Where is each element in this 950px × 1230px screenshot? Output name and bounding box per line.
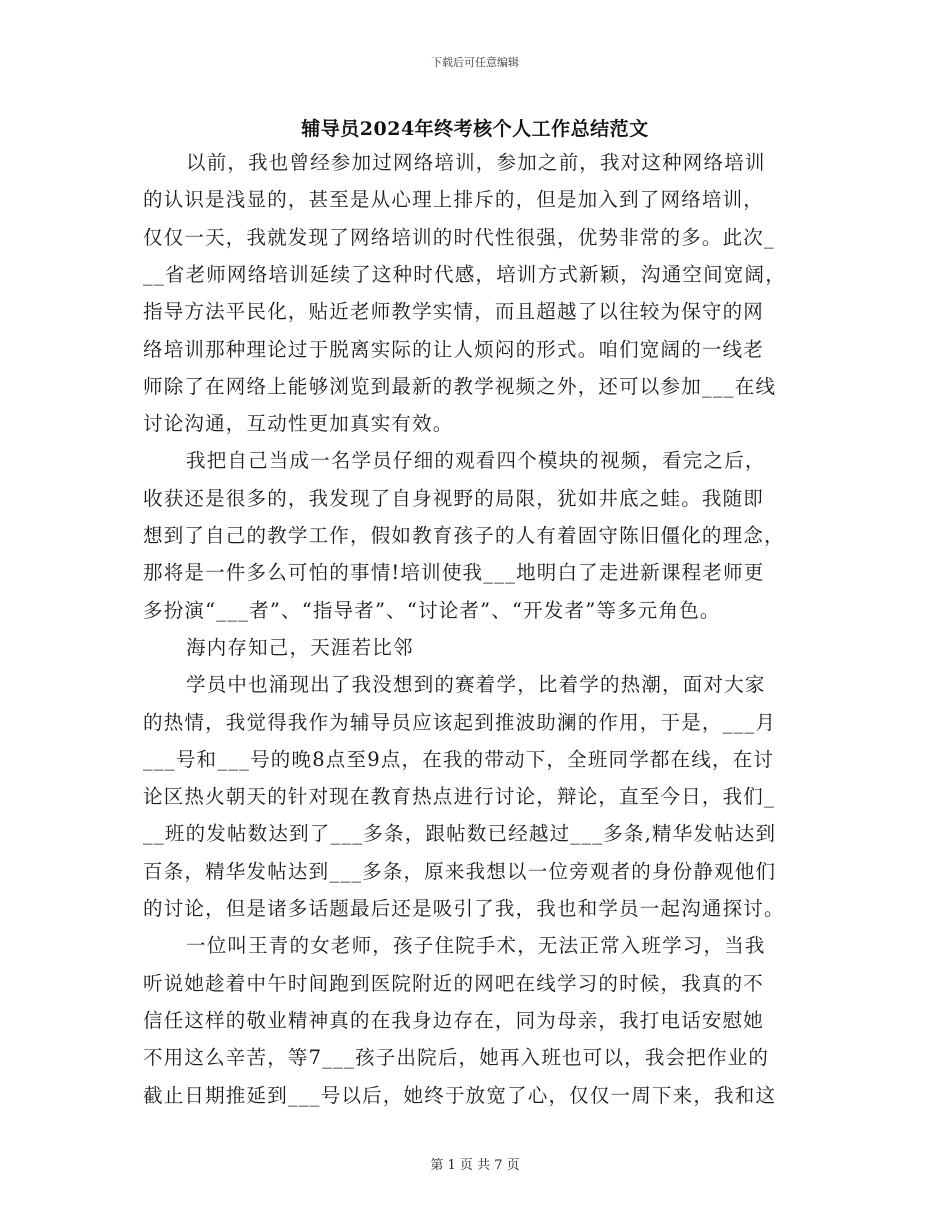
body-line: 学员中也涌现出了我没想到的赛着学，比着学的热潮，面对大家 <box>186 673 766 697</box>
page-header-note: 下载后可任意编辑 <box>431 56 519 69</box>
body-line: 不用这么辛苦，等7___孩子出院后，她再入班也可以，我会把作业的 <box>143 1046 770 1070</box>
body-line: 信任这样的敬业精神真的在我身边存在，同为母亲，我打电话安慰她 <box>143 1008 765 1032</box>
body-line: 多扮演“___者”、“指导者”、“讨论者”、“开发者”等多元角色。 <box>143 598 721 622</box>
body-line: __班的发帖数达到了___多条，跟帖数已经越过___多条,精华发帖达到 <box>143 822 777 846</box>
body-line: 的讨论，但是诸多话题最后还是吸引了我，我也和学员一起沟通探讨。 <box>143 897 785 920</box>
page-footer-indicator: 第 1 页 共 7 页 <box>430 1158 520 1173</box>
body-line: 师除了在网络上能够浏览到最新的教学视频之外，还可以参加___在线 <box>143 374 777 398</box>
body-line: 海内存知己，天涯若比邻 <box>186 635 414 659</box>
body-line: 的认识是浅显的，甚至是从心理上排斥的，但是加入到了网络培训， <box>143 188 765 212</box>
body-line: 百条，精华发帖达到___多条，原来我想以一位旁观者的身份静观他们 <box>143 859 777 883</box>
body-line: 络培训那种理论过于脱离实际的让人烦闷的形式。咱们宽阔的一线老 <box>143 337 765 361</box>
body-line: 仅仅一天，我就发现了网络培训的时代性很强，优势非常的多。此次_ <box>143 225 775 249</box>
body-line: 的热情，我觉得我作为辅导员应该起到推波助澜的作用，于是，___月 <box>143 710 777 734</box>
body-line: 论区热火朝天的针对现在教育热点进行讨论，辩论，直至今日，我们_ <box>143 785 775 809</box>
document-title: 辅导员2024年终考核个人工作总结范文 <box>301 118 649 140</box>
body-line: 截止日期推延到___号以后，她终于放宽了心，仅仅一周下来，我和这 <box>143 1083 777 1107</box>
body-line: 想到了自己的教学工作，假如教育孩子的人有着固守陈旧僵化的理念， <box>143 524 785 547</box>
body-line: 讨论沟通，互动性更加真实有效。 <box>143 412 454 436</box>
body-line: 听说她趁着中午时间跑到医院附近的网吧在线学习的时候，我真的不 <box>143 971 765 995</box>
body-line: 那将是一件多么可怕的事情!培训使我___地明白了走进新课程老师更 <box>143 561 765 585</box>
body-line: ___号和___号的晚8点至9点，在我的带动下，全班同学都在线，在讨 <box>143 747 775 771</box>
body-line: __省老师网络培训延续了这种时代感，培训方式新颖，沟通空间宽阔， <box>143 262 786 286</box>
body-line: 指导方法平民化，贴近老师教学实情，而且超越了以往较为保守的网 <box>143 300 765 324</box>
body-line: 一位叫王青的女老师，孩子住院手术，无法正常入班学习，当我 <box>186 934 766 958</box>
body-line: 收获还是很多的，我发现了自身视野的局限，犹如井底之蛙。我随即 <box>143 486 765 510</box>
body-line: 以前，我也曾经参加过网络培训，参加之前，我对这种网络培训 <box>186 151 766 174</box>
body-line: 我把自己当成一名学员仔细的观看四个模块的视频，看完之后， <box>186 449 766 473</box>
